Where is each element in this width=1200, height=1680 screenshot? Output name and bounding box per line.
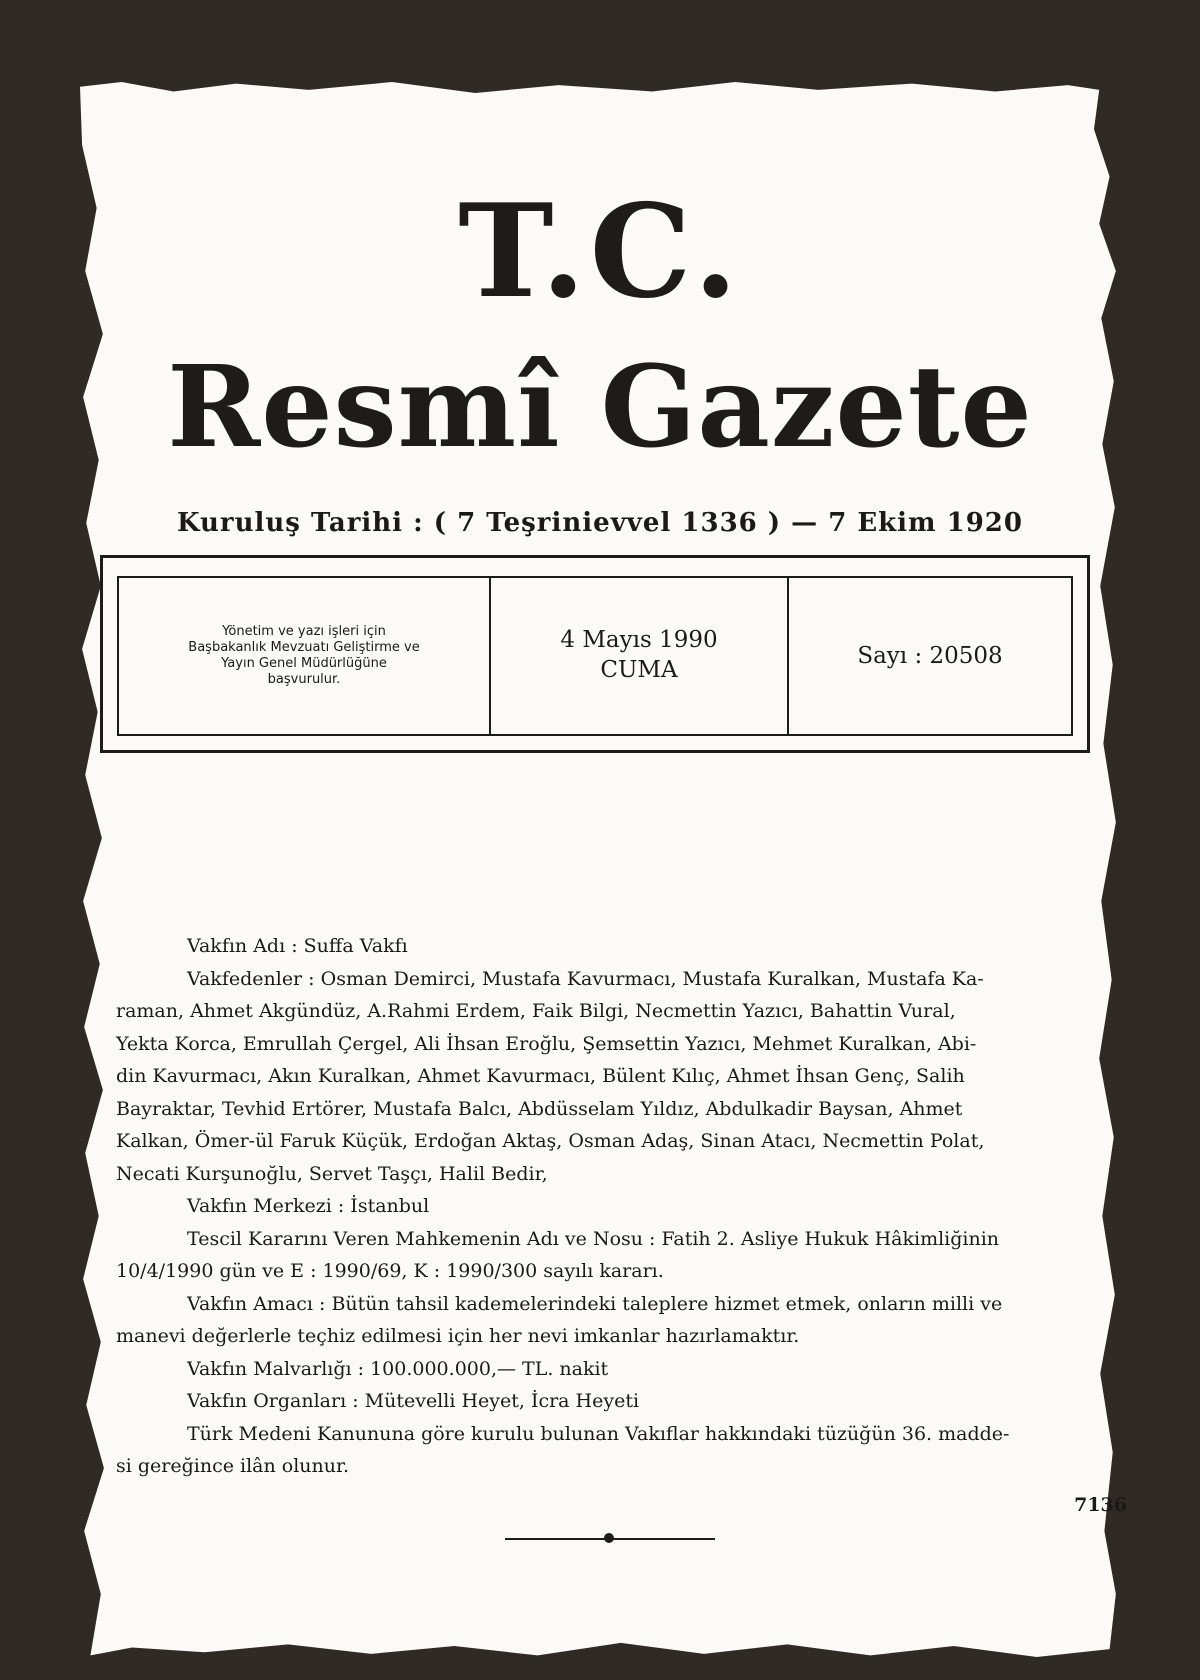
end-rule-ornament	[604, 1533, 614, 1543]
court-line: 10/4/1990 gün ve E : 1990/69, K : 1990/300 sayılı kararı.	[116, 1260, 664, 1282]
founders-continued	[116, 995, 1104, 1190]
reference-number: 7136	[1074, 1494, 1127, 1516]
announcement-line: si gereğince ilân olunur.	[116, 1455, 350, 1477]
foundation-notice	[116, 930, 1104, 1483]
masthead-tc: T.C.	[458, 177, 742, 327]
court-line: Tescil Kararını Veren Mahkemenin Adı ve Nosu : Fatih 2. Asliye Hukuk Hâkimliğinin	[187, 1227, 1000, 1250]
issue-date-text: 4 Mayıs 1990	[560, 627, 718, 654]
foundation-purpose-continued	[116, 1320, 1104, 1353]
announcement	[116, 1418, 1104, 1451]
foundation-assets: Vakfın Malvarlığı : 100.000.000,— TL. nakit	[187, 1357, 609, 1380]
admin-note	[119, 578, 491, 734]
founders-line: raman, Ahmet Akgündüz, A.Rahmi Erdem, Faik Bilgi, Necmettin Yazıcı, Bahattin Vural,	[116, 1000, 956, 1022]
foundation-center: Vakfın Merkezi : İstanbul	[187, 1195, 430, 1217]
purpose-line: manevi değerlerle teçhiz edilmesi için her nevi imkanlar hazırlamaktır.	[116, 1325, 800, 1347]
issue-header-inner	[117, 576, 1073, 736]
issue-weekday: CUMA	[600, 657, 678, 683]
court-registration-continued	[116, 1255, 1104, 1288]
announcement-line: Türk Medeni Kanununa göre kurulu bulunan Vakıflar hakkındaki tüzüğün 36. madde-	[187, 1422, 1010, 1445]
founders-line: Necati Kurşunoğlu, Servet Taşçı, Halil Bedir,	[116, 1162, 548, 1185]
founders-paragraph	[116, 963, 1104, 996]
admin-line: Başbakanlık Mevzuatı Geliştirme ve	[188, 639, 420, 655]
founders-line: Bayraktar, Tevhid Ertörer, Mustafa Balcı, Abdüsselam Yıldız, Abdulkadir Baysan, Ahmet	[116, 1097, 963, 1120]
founders-line: din Kavurmacı, Akın Kuralkan, Ahmet Kavurmacı, Bülent Kılıç, Ahmet İhsan Genç, Salih	[116, 1065, 965, 1087]
issue-number: Sayı : 20508	[857, 643, 1003, 669]
admin-line: Yayın Genel Müdürlüğüne	[221, 656, 387, 671]
admin-line: Yönetim ve yazı işleri için	[222, 623, 386, 639]
admin-line: başvurulur.	[267, 672, 341, 688]
announcement-continued	[116, 1450, 1104, 1483]
foundation-name: Vakfın Adı : Suffa Vakfı	[187, 935, 408, 957]
purpose-line: Vakfın Amacı : Bütün tahsil kademelerindeki taleplere hizmet etmek, onların milli ve	[187, 1292, 1003, 1315]
foundation-purpose	[116, 1288, 1104, 1321]
founding-date-line: Kuruluş Tarihi : ( 7 Teşrinievvel 1336 ) — 7 Ekim 1920	[177, 508, 1023, 538]
court-registration	[116, 1223, 1104, 1256]
founders-line: Vakfedenler : Osman Demirci, Mustafa Kavurmacı, Mustafa Kuralkan, Mustafa Ka-	[187, 967, 984, 990]
founders-line: Yekta Korca, Emrullah Çergel, Ali İhsan Eroğlu, Şemsettin Yazıcı, Mehmet Kuralkan, Abi-	[116, 1032, 977, 1055]
founders-line: Kalkan, Ömer-ül Faruk Küçük, Erdoğan Aktaş, Osman Adaş, Sinan Atacı, Necmettin Polat,	[116, 1130, 985, 1152]
issue-header-box	[100, 555, 1090, 753]
masthead-title: Resmî Gazete	[167, 342, 1033, 473]
issue-date	[491, 578, 789, 734]
foundation-organs: Vakfın Organları : Mütevelli Heyet, İcra Heyeti	[187, 1390, 640, 1412]
